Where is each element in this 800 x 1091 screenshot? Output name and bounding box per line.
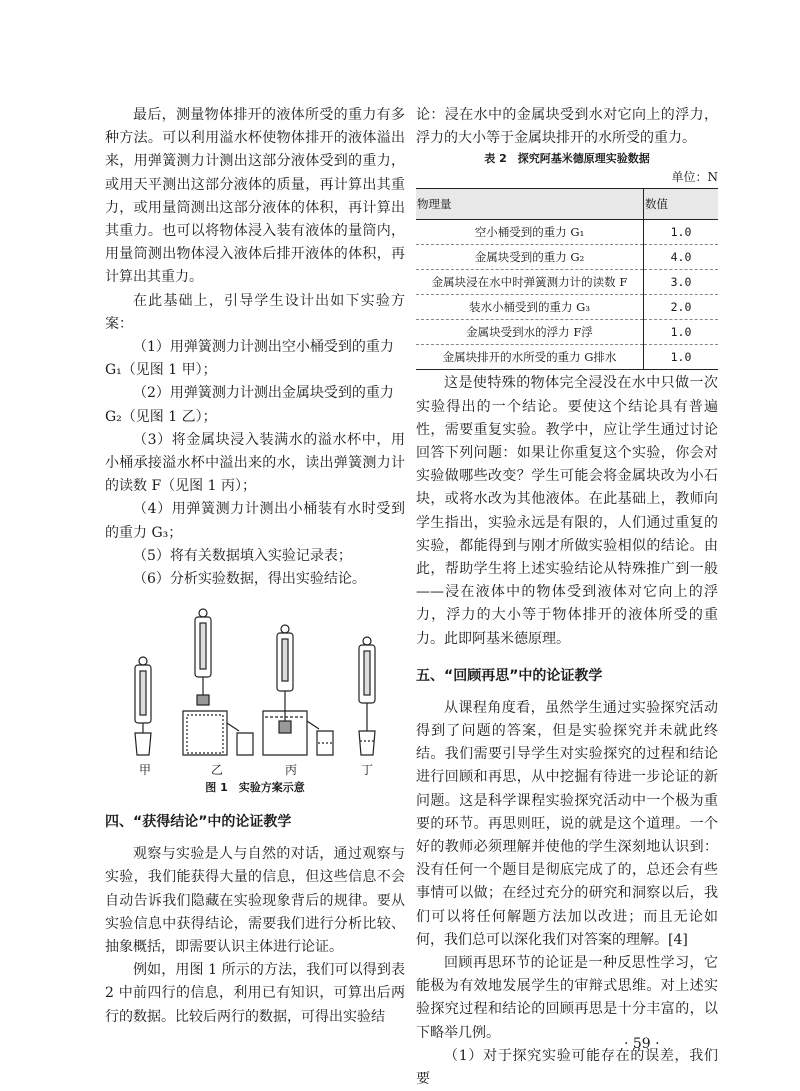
paragraph-conclusion: 论：浸在水中的金属块受到水对它向上的浮力，浮力的大小等于金属块排开的水所受的重力。 [416, 107, 718, 147]
table-row [416, 345, 718, 370]
step-6: （6）分析实验数据，得出实验结论。 [133, 571, 366, 588]
setup-bing [263, 625, 333, 755]
paragraph-curriculum: 从课程角度看，虽然学生通过实验探究活动得到了问题的答案，但是实验探究并未就此终结。我们需要引导学生对实验探究的过程和结论进行回顾和再思，从中挖掘有待进一步论证的新问题。这是科学课程实验探究活动中一个极为重要的环节。再思则旺，说的就是这个道理。一个好的教师必须理解并使他的学生深刻地认识到：没有任何一个题目是彻底完成了的，总还会有些事情可以做；在经过充分的研究和洞察以后，我们可以将任何解题方法加以改进；而且无论如何，我们总可以深化我们对答案的理解。[4] [416, 699, 718, 948]
table-row [416, 220, 718, 245]
table-unit: 单位：N [671, 170, 718, 185]
setup-ding [359, 637, 375, 755]
figure-1-experiment [105, 603, 405, 779]
step-2: （2）用弹簧测力计测出金属块受到的重力 G₂（见图 1 乙）； [105, 385, 394, 425]
paragraph-measure-methods: 最后，测量物体排开的液体所受的重力有多种方法。可以利用溢水杯使物体排开的液体溢出来，用弹簧测力计测出这部分液体受到的重力，或用天平测出这部分液体的质量，再计算出其重力，或用量筒测出这部分液体的体积，再计算出其重力。也可以将物体浸入装有液体的量筒内，用量筒测出物体浸入液体后排开液体的体积，再计算出其重力。 [105, 107, 405, 286]
step-5: （5）将有关数据填入实验记录表； [133, 547, 352, 564]
paragraph-observation: 观察与实验是人与自然的对话，通过观察与实验，我们能获得大量的信息，但这些信息不会自动告诉我们隐藏在实验现象背后的规律。要从实验信息中获得结论，需要我们进行分析比较、抽象概括，即需要认识主体进行论证。 [105, 846, 405, 956]
paragraph-generalize: 这是使特殊的物体完全浸没在水中只做一次实验得出的一个结论。要使这个结论具有普遍性，需要重复实验。教学中，应让学生通过讨论回答下列问题：如果让你重复这个实验，你会对实验做哪些改变？学生可能会将金属块改为小石块，或将水改为其他液体。在此基础上，教师向学生指出，实验永远是有限的，人们通过重复的实验，都能得到与刚才所做实验相似的结论。由此，帮助学生将上述实验结论从特殊推广到一般——浸在液体中的物体受到液体对它向上的浮力，浮力的大小等于物体排开的液体所受的重力。此即阿基米德原理。 [416, 375, 718, 647]
table-row [416, 245, 718, 270]
cell-value: 2.0 [644, 295, 719, 320]
fig-label-ding: 丁 [361, 763, 374, 778]
table-caption: 表 2 探究阿基米德原理实验数据 [484, 152, 650, 166]
cell-value: 1.0 [644, 320, 719, 345]
experiment-illustration [105, 603, 405, 759]
fig-label-jia: 甲 [139, 763, 152, 778]
cell-value: 1.0 [644, 345, 719, 370]
section-heading-5: 五、“回顾再思”中的论证教学 [416, 667, 603, 684]
left-column [105, 104, 405, 1029]
cell-label: 空小桶受到的重力 G₁ [416, 220, 644, 245]
page-number: · 59 · [624, 1036, 660, 1052]
paragraph-error: （1）对于探究实验可能存在的误差，我们要 [416, 1047, 718, 1088]
cell-label: 金属块排开的水所受的重力 G排水 [416, 345, 644, 370]
table-row [416, 320, 718, 345]
cell-value: 4.0 [644, 245, 719, 270]
figure-caption: 图 1 实验方案示意 [205, 781, 305, 795]
table-header-quantity: 物理量 [416, 189, 644, 220]
data-table [416, 188, 718, 370]
step-4: （4）用弹簧测力计测出小桶装有水时受到的重力 G₃； [105, 501, 405, 541]
paragraph-design-intro: 在此基础上，引导学生设计出如下实验方案： [105, 292, 405, 332]
step-1: （1）用弹簧测力计测出空小桶受到的重力 G₁（见图 1 甲）； [105, 339, 394, 379]
cell-value: 1.0 [644, 220, 719, 245]
cell-label: 装水小桶受到的重力 G₃ [416, 295, 644, 320]
fig-label-yi: 乙 [211, 763, 224, 778]
setup-jia [135, 657, 151, 755]
table-header-value: 数值 [644, 189, 719, 220]
right-column [416, 104, 718, 1091]
cell-label: 金属块浸在水中时弹簧测力计的读数 F [416, 270, 644, 295]
cell-label: 金属块受到水的浮力 F浮 [416, 320, 644, 345]
cell-label: 金属块受到的重力 G₂ [416, 245, 644, 270]
table-row [416, 270, 718, 295]
table-row [416, 295, 718, 320]
setup-yi [183, 609, 253, 755]
fig-label-bing: 丙 [285, 763, 298, 778]
cell-value: 3.0 [644, 270, 719, 295]
step-3: （3）将金属块浸入装满水的溢水杯中，用小桶承接溢水杯中溢出来的水，读出弹簧测力计的读数 F（见图 1 丙）； [105, 431, 405, 495]
paragraph-example: 例如，用图 1 所示的方法，我们可以得到表 2 中前四行的信息，利用已有知识，可算出后两行的数据。比较后两行的数据，可得出实验结 [105, 962, 405, 1025]
section-heading-4: 四、“获得结论”中的论证教学 [105, 814, 292, 831]
paragraph-reflection: 回顾再思环节的论证是一种反思性学习，它能极为有效地发展学生的审辩式思维。对上述实验探究过程和结论的回顾再思是十分丰富的，以下略举几例。 [416, 955, 718, 1041]
